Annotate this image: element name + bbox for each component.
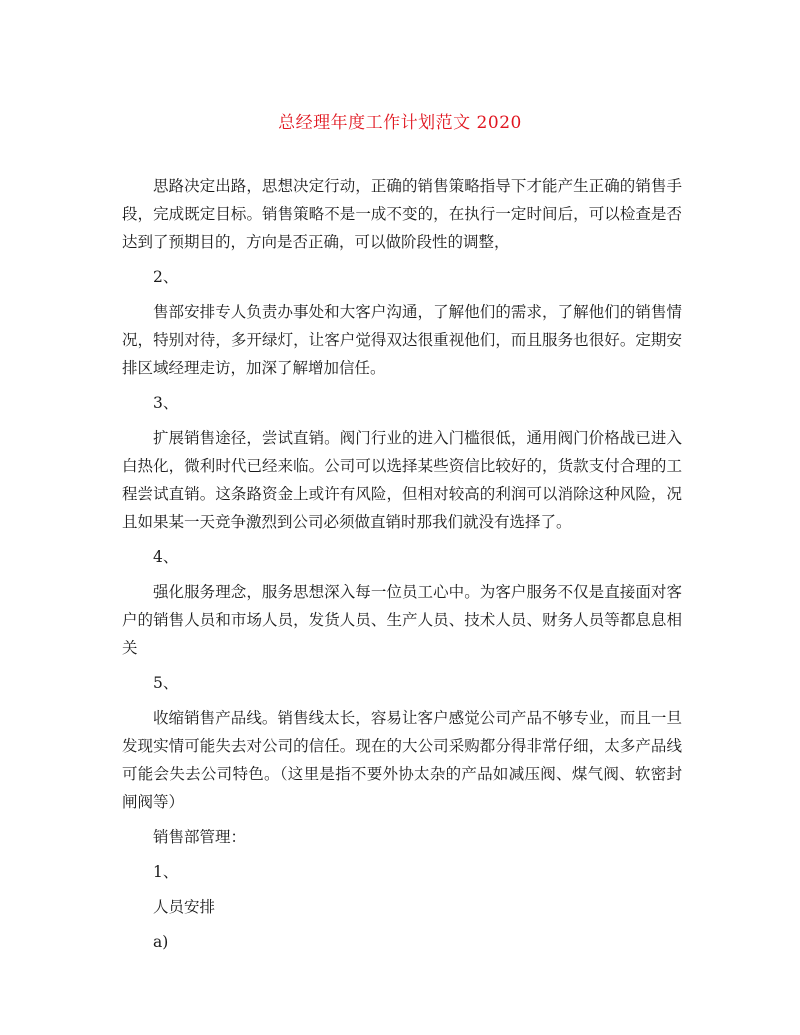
section-number-1: 1、 — [153, 863, 179, 881]
section-number-4: 4、 — [153, 548, 179, 566]
subsection-staffing: 人员安排 — [153, 898, 216, 916]
document-title: 总经理年度工作计划范文 2020 — [278, 113, 522, 133]
section-number-5: 5、 — [153, 674, 179, 692]
paragraph-product-line: 收缩销售产品线。销售线太长，容易让客户感觉公司产品不够专业，而且一旦发现实情可能失去对公司的信任。现在的大公司采购都分得非常仔细，太多产品线可能会失去公司特色。（这里是指不要外协太杂的产品如减压阀、煤气阀、软密封闸阀等） — [122, 709, 682, 811]
section-heading-sales-management: 销售部管理： — [153, 828, 247, 846]
list-marker-a: a) — [153, 933, 169, 951]
section-number-2: 2、 — [153, 268, 179, 286]
document-body — [122, 172, 682, 956]
paragraph-direct-sales: 扩展销售途径，尝试直销。阀门行业的进入门槛很低，通用阀门价格战已进入白热化，微利时代已经来临。公司可以选择某些资信比较好的，货款支付合理的工程尝试直销。这条路资金上或许有风险，但相对较高的利润可以消除这种风险，况且如果某一天竞争激烈到公司必须做直销时那我们就没有选择了。 — [122, 429, 682, 531]
paragraph-strategy: 思路决定出路，思想决定行动，正确的销售策略指导下才能产生正确的销售手段，完成既定目标。销售策略不是一成不变的，在执行一定时间后，可以检查是否达到了预期目的，方向是否正确，可以做阶段性的调整， — [122, 177, 682, 251]
paragraph-service: 强化服务理念，服务思想深入每一位员工心中。为客户服务不仅是直接面对客户的销售人员和市场人员，发货人员、生产人员、技术人员、财务人员等都息息相关 — [122, 583, 682, 657]
paragraph-key-accounts: 售部安排专人负责办事处和大客户沟通，了解他们的需求，了解他们的销售情况，特别对待，多开绿灯，让客户觉得双达很重视他们，而且服务也很好。定期安排区域经理走访，加深了解增加信任。 — [122, 303, 682, 377]
section-number-3: 3、 — [153, 394, 179, 412]
